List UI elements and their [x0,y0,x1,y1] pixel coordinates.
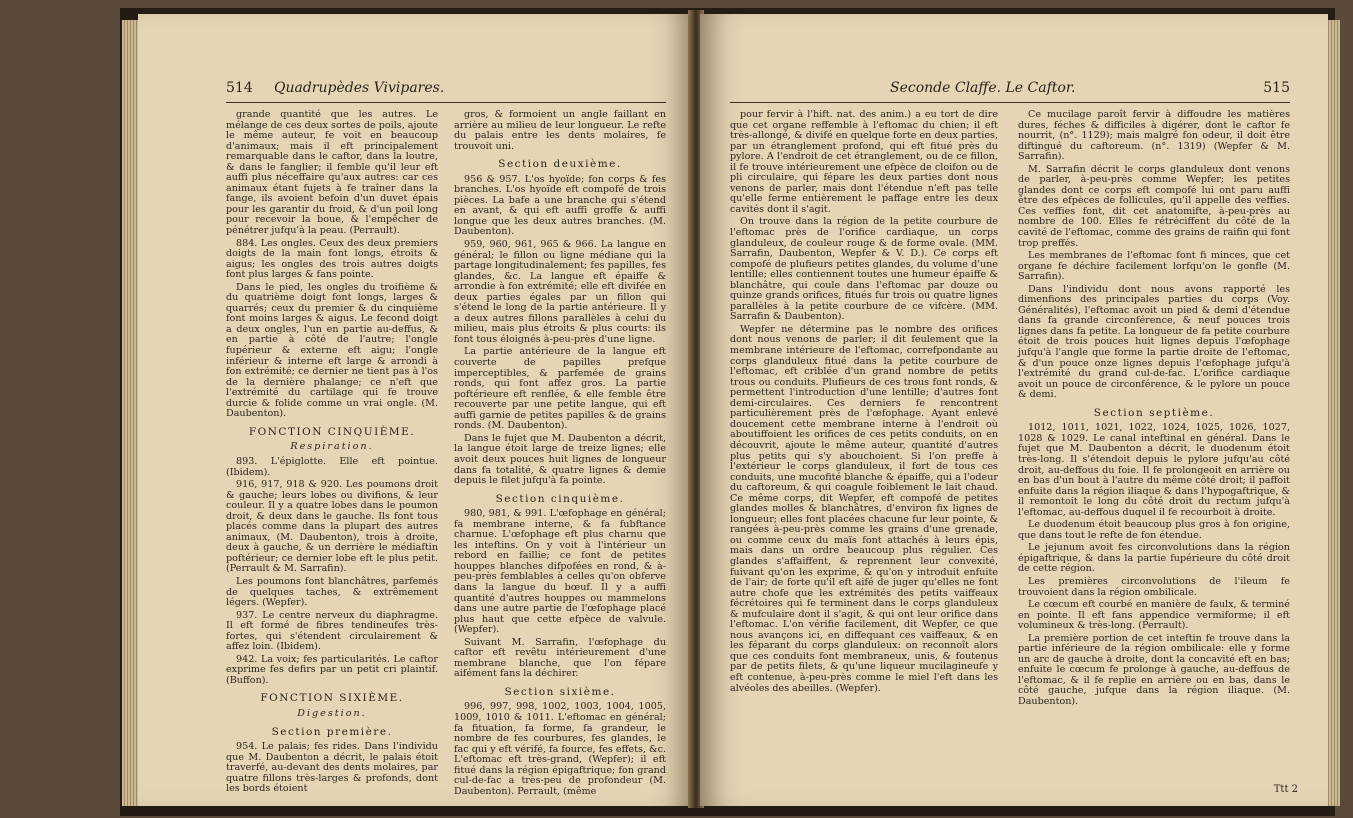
paragraph: Les poumons font blanchâtres, parfemés de quelques taches, & extrêmement légers. (Wepfer). [226,575,438,609]
paragraph: 956 & 957. L'os hyoïde; fon corps & fes branches. L'os hyoïde eft compofé de trois pièces. La bafe a une branche qui s'étend en avant, & qui eft auffi groffe & auffi longue que les deux autres branches. (M. Daubenton). [454,173,666,238]
paragraph: gros, & formoient un angle faillant en arrière au milieu de leur longueur. Le refte du palais entre les dents molaires, fe trouvoit uni. [454,109,666,152]
paragraph: Wepfer ne détermine pas le nombre des orifices dont nous venons de parler; il dit feulement que la membrane intérieure de l'eftomac, correfpondante au corps glanduleux fitué dans la petite courbure de l'eftomac, eft criblée d'un grand nombre de petits trous ou conduits. Plufieurs de ces trous font ronds, & permettent l'introduction d'une lentille; d'autres font demi-circulaires. Ces derniers fe rencontrent particulièrement près de l'œfophage. Ayant enlevé doucement cette membrane interne à l'endroit où aboutiffoient les orifices de ces petits conduits, on en découvrit, ajoute le même auteur, quantité d'autres plus petits qui s'y abouchoient. Si l'on preffe à l'extérieur le corps glanduleux, il fort de tous ces conduits, une mucofité blanche & épaiffe, qui a l'odeur du caftoreum, & qui coagule foiblement le lait chaud. Ce même corps, dit Wepfer, eft compofé de petites glandes molles & blanchâtres, d'environ fix lignes de longueur; elles font placées chacune fur leur pointe, & rangées à-peu-près comme les grains d'une grenade, ou comme ceux du maïs font attachés à leurs épis, mais dans un ordre beaucoup plus régulier. Ces glandes s'affaiffent, & reprennent leur convexité, fuivant qu'on les exprime, & qu'on y introduit enfuite de l'air; de forte qu'il eft aifé de juger qu'elles ne font autre chofe que les extrémités des petits vaiffeaux fécrétoires qui fe terminent dans le corps glanduleux & mufculaire dont il s'agit, & qui ont leur orifice dans l'eftomac. L'on vérifie facilement, dit Wepfer, ce que nous avançons ici, en diffequant ces vaiffeaux, & en les féparant du corps glanduleux: on reconnoît alors que ces conduits font membraneux, unis, & fouteņus par de petits filets, & qu'une liqueur mucilagineufe y eft contenue, à-peu-près comme le miel l'eft dans les alvéoles des abeilles. (Wepfer). [730,323,998,694]
section-subheading: Respiration. [290,441,374,453]
section-heading: Section deuxième. [498,158,622,171]
section-heading: Section cinquième. [495,492,625,505]
paragraph: 959, 960, 961, 965 & 966. La langue en général; le fillon ou ligne médiane qui la partage longitudinalement; fes papilles, fes glandes, &c. La langue eft épaiffe & arrondie à fon extrémité; elle eft divifée en deux parties égales par un fillon qui s'étend le long de la partie antérieure. Il y a deux autres fillons parallèles à celui du milieu, mais plus étroits & plus courts: ils font tous éloignés à-peu-près d'une ligne. [454,239,666,345]
paragraph: 942. La voix; fes particularités. Le caftor exprime fes defirs par un petit cri plaintif. (Buffon). [226,653,438,686]
section-heading: FONCTION SIXIÈME. [260,692,404,705]
right-column-2 [1018,110,1290,710]
paragraph: La partie antérieure de la langue eft couverte de papilles prefque imperceptibles, & parfemée de grains ronds, qui font affez gros. La partie poftérieure eft renflée, & elle femble être recouverte par une petite langue, qui eft auffi garnie de petites papilles & de grains ronds. (M. Daubenton). [454,346,666,432]
right-page-number: 515 [1263,80,1290,96]
paragraph: 937. Le centre nerveux du diaphragme. Il eft formé de fibres tendineufes très-fortes, qui s'étendent circulairement & affez loin. (Ibidem). [226,609,438,653]
section-heading: FONCTION CINQUIÈME. [248,425,416,438]
paragraph: On trouve dans la région de la petite courbure de l'eftomac près de l'orifice cardiaque, un corps glanduleux, de couleur rouge & de forme ovale. (MM. Sarrafin, Daubenton, Wepfer & V. D.). Ce corps eft compofé de plufieurs petites glandes, du volume d'une lentille; elles contiennent toutes une humeur épaiffe & blanchâtre, qui coule dans l'eftomac par douze ou quinze grands orifices, fitués fur trois ou quatre lignes parallèles à la petite courbure de ce vifcère. (MM. Sarrafin & Daubenton). [730,216,998,323]
right-head-rule [730,102,1290,103]
right-column-1 [730,110,998,696]
paragraph: 980, 981, & 991. L'œfophage en général; fa membrane interne, & fa fubftance charnue. L'œfophage eft plus charnu que les inteftins. On y voit à l'intérieur un rebord en faillie; ce font de petites houppes blanches difpofées en rond, & à-peu-près femblables à celles qu'on obferve dans la langue du bœuf. Il y a auffi quantité d'autres houppes ou mammelons dans une autre partie de l'œfophage placé plus haut que cette efpèce de valvule. (Wepfer). [454,508,666,636]
paragraph: Le cœcum eft courbé en manière de faulx, & terminé en pointe. Il eft fans appendice vermiforme; il eft volumineux & très-long. (Perrault). [1018,599,1290,632]
section-heading: Section première. [271,725,393,738]
right-page [700,14,1328,806]
left-head-rule [226,102,666,103]
paragraph: 1012, 1011, 1021, 1022, 1024, 1025, 1026, 1027, 1028 & 1029. Le canal inteftinal en général. Dans le fujet que M. Daubenton a décrit, le duodenum étoit très-long. Il s'étendoit depuis le pylore jufqu'au côté droit, au-deffous du foie. Il fe prolongeoit en arrière ou en bas d'un bout à l'autre du même côté droit; il paffoit enfuite dans la région iliaque & dans l'hypogaftrique, & il remontoit le long du côté droit du rectum jufqu'à l'eftomac, au-deffous duquel il fe recourboit à droite. [1018,422,1290,518]
section-heading: Section sixième. [504,685,616,698]
paragraph: Suivant M. Sarrafin, l'œfophage du caftor eft revêtu intérieurement d'une membrane blanche, que l'on fépare aifément fans la déchirer. [454,636,666,680]
paragraph: 916, 917, 918 & 920. Les poumons droit & gauche; leurs lobes ou divifions, & leur couleur. Il y a quatre lobes dans le poumon droit, & deux dans le gauche. Ils font tous placés comme dans la plupart des autres animaux, (M. Daubenton), trois à droite, deux à gauche, & un derrière le médiaftin poftérieur; ce dernier lobe eft le plus petit. (Perrault & M. Sarrafin). [226,479,438,575]
paragraph: 996, 997, 998, 1002, 1003, 1004, 1005, 1009, 1010 & 1011. L'eftomac en général; fa fituation, fa forme, fa grandeur, le nombre de fes courbures, fes glandes, le fac qui y eft vérifé, fa fource, fes effets, &c. L'eftomac eft très-grand, (Wepfer); il eft fitué dans la région épigaftrique; fon grand cul-de-fac a très-peu de profondeur (M. Daubenton). Perrault, (même [454,701,666,797]
paragraph: 884. Les ongles. Ceux des deux premiers doigts de la main font longs, étroits & aigus; les ongles des trois autres doigts font plus larges & fans pointe. [226,237,438,281]
paragraph: 893. L'épiglotte. Elle eft pointue. (Ibidem). [226,455,438,478]
signature-mark: Ttt 2 [1273,784,1298,795]
left-column-2 [454,110,666,799]
section-heading: Section septième. [1093,406,1215,419]
left-running-title: Quadrupèdes Vivipares. [274,80,445,96]
paragraph: Le jejunum avoit fes circonvolutions dans la région épigaftrique, & dans la partie fupérieure du côté droit de cette région. [1018,542,1290,575]
paragraph: Dans le fujet que M. Daubenton a décrit, la langue étoit large de treize lignes; elle avoit deux pouces huit lignes de longueur dans fa totalité, & quatre lignes & demie depuis le filet jufqu'à fa pointe. [454,432,666,487]
paragraph: 954. Le palais; fes rides. Dans l'individu que M. Daubenton a décrit, le palais étoit traverfé, au-devant des dents molaires, par quatre fillons très-larges & profonds, dont les bords étoient [226,741,438,795]
paragraph: Dans le pied, les ongles du troifième & du quatrième doigt font longs, larges & quarrés; ceux du premier & du cinquième font moins larges & aigus. Le fecond doigt a deux ongles, l'un en partie au-deffus, & en partie à côté de l'autre; l'ongle fupérieur & externe eft aigu; l'ongle inférieur & interne eft large & arrondi à fon extrémité; ce dernier ne tient pas à l'os de la dernière phalange; ce n'eft que l'extrémité du cartilage qui fe trouve durcie & folide comme un vrai ongle. (M. Daubenton). [226,281,438,420]
paragraph: grande quantité que les autres. Le mélange de ces deux sortes de poils, ajoute le même auteur, fe voit en beaucoup d'animaux; mais il eft principalement remarquable dans le caftor, dans la loutre, & dans le fanglier; il femble qu'il leur eft auffi plus néceffaire qu'aux autres: car ces animaux étant fujets à fe traîner dans la fange, ils avoient befoin d'un duvet épais pour les garantir du froid, & d'un poil long pour recevoir la boue, & l'empêcher de pénétrer jufqu'à la peau. (Perrault). [226,109,438,237]
paragraph: La première portion de cet inteftin fe trouve dans la partie inférieure de la région ombilicale: elle y forme un arc de gauche à droite, dont la concavité eft en bas; enfuite le cœcum fe prolonge à gauche, au-deffous de l'eftomac, & il fe replie en arrière ou en bas, dans le côté gauche, jufque dans la région iliaque. (M. Daubenton). [1018,632,1290,707]
paragraph: pour fervir à l'hift. nat. des anim.) a eu tort de dire que cet organe reffemble à l'eftomac du chien; il eft très-allongé, & divifé en quelque forte en deux parties, par un étranglement profond, qui eft fitué près du pylore. A l'endroit de cet étranglement, ou de ce fillon, il fe trouve intérieurement une efpèce de cloifon ou de pli circulaire, qui fépare les deux parties dont nous venons de parler, mais dont l'étendue n'eft pas telle qu'elle ferme entièrement le paffage entre les deux cavités dont il s'agit. [730,109,998,215]
left-column-1 [226,110,438,797]
left-page [138,14,693,806]
left-page-number: 514 [226,80,253,96]
paragraph: Le duodenum étoit beaucoup plus gros à fon origine, que dans tout le refte de fon étendue. [1018,519,1290,541]
paragraph: Les premières circonvolutions de l'ileum fe trouvoient dans la région ombilicale. [1018,575,1290,598]
paragraph: Dans l'individu dont nous avons rapporté les dimenfions des principales parties du corps (Voy. Généralités), l'eftomac avoit un pied & demi d'étendue dans fa grande circonférence, & neuf pouces trois lignes dans fa petite. La longueur de fa petite courbure étoit de trois pouces huit lignes depuis l'œfophage jufqu'à l'angle que forme la partie droite de l'eftomac, & d'un pouce onze lignes depuis l'œfophage jufqu'à l'extrémité du grand cul-de-fac. L'orifice cardiaque avoit un pouce de circonférence, & le pylore un pouce & demi. [1018,283,1290,401]
paragraph: Ce mucilage paroît fervir à diffoudre les matières dures, féches & difficiles à digérer, dont le caftor fe nourrit, (n°. 1129); mais malgré fon odeur, il doit être diftingué du caftoreum. (n°. 1319) (Wepfer & M. Sarrafin). [1018,109,1290,163]
section-subheading: Digestion. [297,707,367,719]
right-running-title: Seconde Claffe. Le Caftor. [890,80,1076,96]
paragraph: Les membranes de l'eftomac font fi minces, que cet organe fe déchire facilement lorfqu'on le gonfle (M. Sarrafin). [1018,250,1290,283]
paragraph: M. Sarrafin décrit le corps glanduleux dont venons de parler, à-peu-près comme Wepfer; les petites glandes dont ce corps eft compofé lui ont paru auffi être des efpèces de follicules, qu'il appelle des veffies. Ces veffies font, dit cet anatomifte, à-peu-près au nombre de 100. Elles fe rétréciffent du côté de la cavité de l'eftomac, comme des grains de raifin qui font trop preffés. [1018,163,1290,249]
right-page-edges [1326,20,1340,806]
